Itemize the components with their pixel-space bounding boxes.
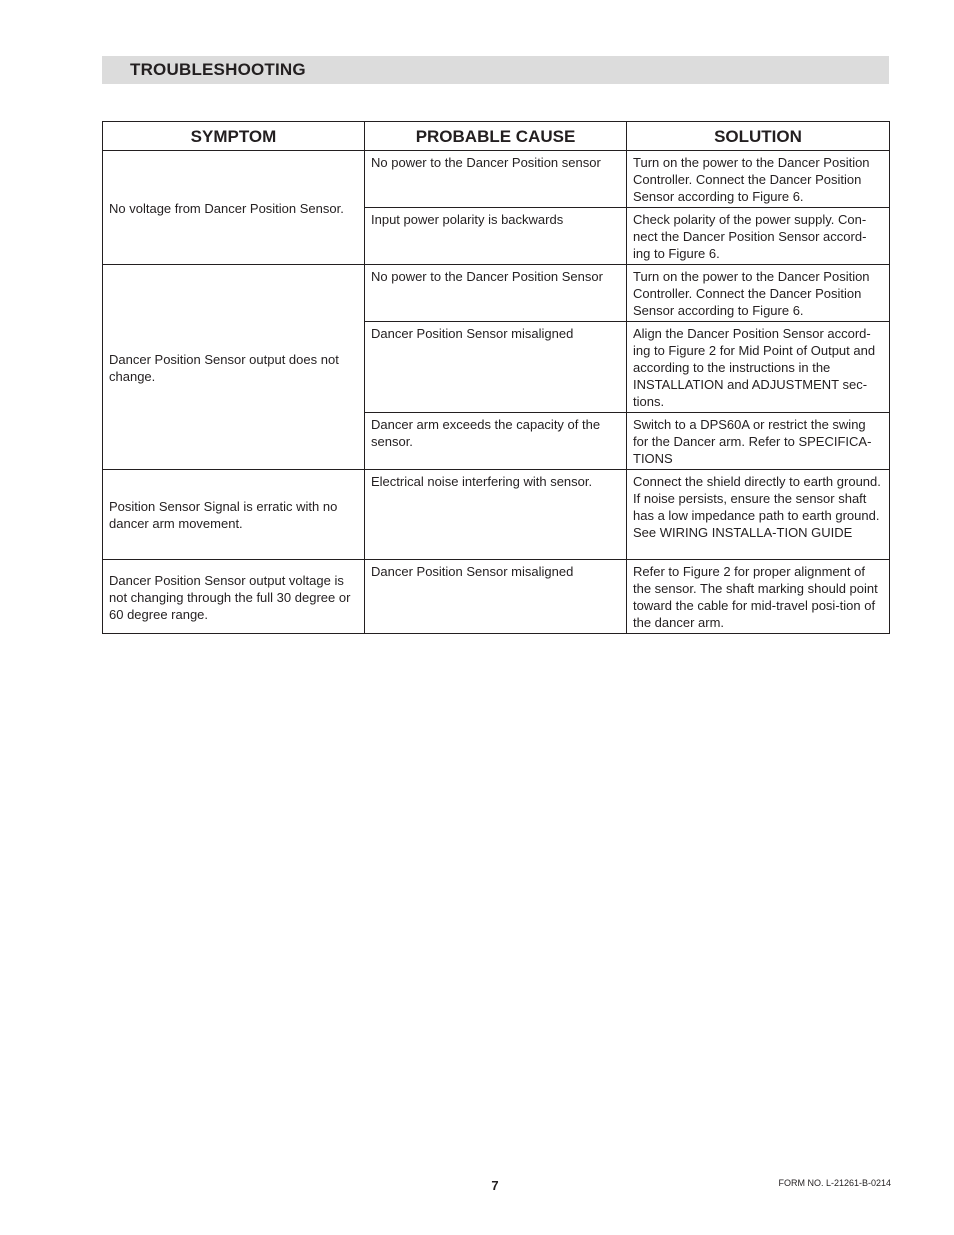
solution-cell: Turn on the power to the Dancer Position Controller. Connect the Dancer Position Sensor according to Figure 6. — [627, 151, 890, 208]
troubleshooting-table — [102, 121, 890, 634]
section-header-bar — [102, 56, 889, 84]
cause-cell: Electrical noise interfering with sensor. — [365, 470, 627, 560]
solution-cell: Align the Dancer Position Sensor accord-ing to Figure 2 for Mid Point of Output and according to the instructions in the INSTALLATION and ADJUSTMENT sec-tions. — [627, 322, 890, 413]
symptom-cell: Position Sensor Signal is erratic with no dancer arm movement. — [103, 470, 365, 560]
solution-cell: Switch to a DPS60A or restrict the swing for the Dancer arm. Refer to SPECIFICA-TIONS — [627, 413, 890, 470]
cause-cell: Dancer Position Sensor misaligned — [365, 322, 627, 413]
solution-cell: Connect the shield directly to earth ground. If noise persists, ensure the sensor shaft has a low impedance path to earth ground. See WIRING INSTALLA-TION GUIDE — [627, 470, 890, 560]
solution-cell: Turn on the power to the Dancer Position Controller. Connect the Dancer Position Sensor according to Figure 6. — [627, 265, 890, 322]
table-header-row — [103, 122, 890, 151]
symptom-cell: Dancer Position Sensor output does not change. — [103, 265, 365, 470]
header-solution: SOLUTION — [627, 122, 890, 151]
table-row — [103, 265, 890, 322]
solution-cell: Check polarity of the power supply. Con-nect the Dancer Position Sensor accord-ing to Figure 6. — [627, 208, 890, 265]
symptom-cell: No voltage from Dancer Position Sensor. — [103, 151, 365, 265]
cause-cell: Dancer Position Sensor misaligned — [365, 560, 627, 634]
page-number: 7 — [491, 1178, 499, 1193]
symptom-cell: Dancer Position Sensor output voltage is not changing through the full 30 degree or 60 degree range. — [103, 560, 365, 634]
section-title: TROUBLESHOOTING — [130, 60, 306, 79]
header-symptom: SYMPTOM — [103, 122, 365, 151]
cause-cell: No power to the Dancer Position sensor — [365, 151, 627, 208]
table-row — [103, 470, 890, 560]
table-row — [103, 560, 890, 634]
header-probable-cause: PROBABLE CAUSE — [365, 122, 627, 151]
cause-cell: Dancer arm exceeds the capacity of the sensor. — [365, 413, 627, 470]
cause-cell: No power to the Dancer Position Sensor — [365, 265, 627, 322]
solution-cell: Refer to Figure 2 for proper alignment of the sensor. The shaft marking should point toward the cable for mid-travel posi-tion of the dancer arm. — [627, 560, 890, 634]
cause-cell: Input power polarity is backwards — [365, 208, 627, 265]
table-row — [103, 151, 890, 208]
form-number: FORM NO. L-21261-B-0214 — [778, 1178, 891, 1188]
